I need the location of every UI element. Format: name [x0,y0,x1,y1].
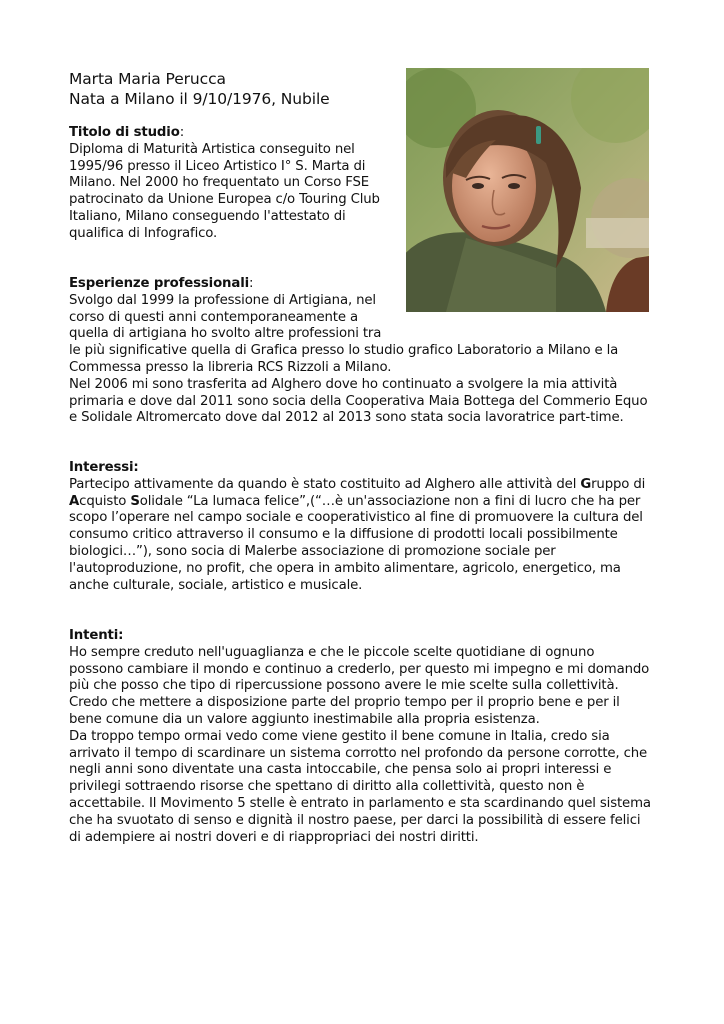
experience-line: primaria e dove dal 2011 sono socia della Cooperativa Maia Bottega del Commerio Equo [69,393,648,409]
intents-line: arrivato il tempo di scardinare un sistema corrotto nel profondo da persone corrotte, che [69,745,648,761]
experience-line: quella di artigiana ho svolto altre professioni tra [69,326,382,342]
interests-section [69,460,659,594]
birth-info: Nata a Milano il 9/10/1976, Nubile [69,90,330,108]
education-line: Diploma di Maturità Artistica conseguito nel [69,141,355,157]
interests-line: l'autoproduzione, no profit, che opera in ambito alimentare, agricolo, energetico, ma [69,560,621,576]
person-name: Marta Maria Perucca [69,70,226,88]
education-section [69,125,399,243]
interests-line: biologici…”), sono socia di Malerbe associazione di promozione sociale per [69,543,556,559]
intents-line: Credo che mettere a disposizione parte del proprio tempo per il proprio bene e per il [69,695,620,711]
experience-line: le più significative quella di Grafica presso lo studio grafico Laboratorio a Milano e la [69,343,619,359]
intents-line: negli anni sono diventate una casta intoccabile, che pensa solo ai propri interessi e [69,762,612,778]
interests-line: consumo critico attraverso il consumo e la diffusione di prodotti locali possibilmente [69,527,618,543]
education-line: qualifica di Infografico. [69,225,218,241]
gas-word-a-rest: cquisto [79,493,131,509]
gas-word-s-rest: olidale “La lumaca felice”,(“…è un'associazione non a fini di lucro che ha per [139,493,641,509]
experience-heading-suffix: : [249,276,254,291]
intents-line: di adempiere ai nostri doveri e di riappropriaci dei nostri diritti. [69,829,479,845]
intents-line: che ha svuotato di senso e dignità il nostro paese, per darci la possibilità di essere felici [69,812,641,828]
experience-section [69,276,659,427]
interests-line1-prefix: Partecipo attivamente da quando è stato costituito ad Alghero alle attività del [69,476,581,492]
experience-line: e Solidale Altromercato dove dal 2012 al 2013 sono stata socia lavoratrice part-time. [69,410,624,426]
experience-line: Svolgo dal 1999 la professione di Artigiana, nel [69,292,376,308]
gas-initial-s: S [130,493,140,509]
header [69,69,399,109]
intents-line: possono cambiare il mondo e continuo a crederlo, per questo mi impegno e mi domando [69,661,650,677]
intents-section [69,628,659,846]
intents-line: privilegi sottraendo risorse che spettano di diritto alla collettività, questo non è [69,779,585,795]
experience-heading-line [69,276,659,293]
intents-line: accettabile. Il Movimento 5 stelle è entrato in parlamento e sta scardinando quel sistema [69,795,651,811]
experience-line: corso di questi anni contemporaneamente a [69,309,358,325]
experience-line: Nel 2006 mi sono trasferita ad Alghero dove ho continuato a svolgere la mia attività [69,376,618,392]
intents-line: Da troppo tempo ormai vedo come viene gestito il bene comune in Italia, credo sia [69,728,610,744]
education-heading: Titolo di studio [69,125,180,140]
intents-line: bene comune dia un valore aggiunto inestimabile alla propria esistenza. [69,711,540,727]
intents-heading: Intenti: [69,628,124,643]
gas-initial-g: G [580,476,592,492]
interests-line: scopo l’operare nel campo sociale e cooperativistico al fine di promuovere la cultura del [69,510,643,526]
gas-word-g-rest: ruppo di [591,476,646,492]
education-line: 1995/96 presso il Liceo Artistico I° S. Marta di [69,158,366,174]
experience-line: Commessa presso la libreria RCS Rizzoli a Milano. [69,359,392,375]
education-line: Italiano, Milano conseguendo l'attestato di [69,208,346,224]
interests-heading: Interessi: [69,460,139,475]
gas-initial-a: A [69,493,80,509]
interests-line [69,494,659,511]
education-line: patrocinato da Unione Europea c/o Touring Club [69,192,380,208]
education-heading-line [69,125,399,142]
education-line: Milano. Nel 2000 ho frequentato un Corso FSE [69,175,370,191]
intents-line: più che posso che tipo di ripercussione possono avere le mie scelte sulla collettività. [69,678,619,694]
education-heading-suffix: : [179,125,185,140]
interests-line: anche culturale, sociale, artistico e musicale. [69,577,363,593]
experience-heading: Esperienze professionali [69,276,250,291]
interests-line [69,477,659,494]
intents-line: Ho sempre creduto nell'uguaglianza e che le piccole scelte quotidiane di ognuno [69,644,595,660]
